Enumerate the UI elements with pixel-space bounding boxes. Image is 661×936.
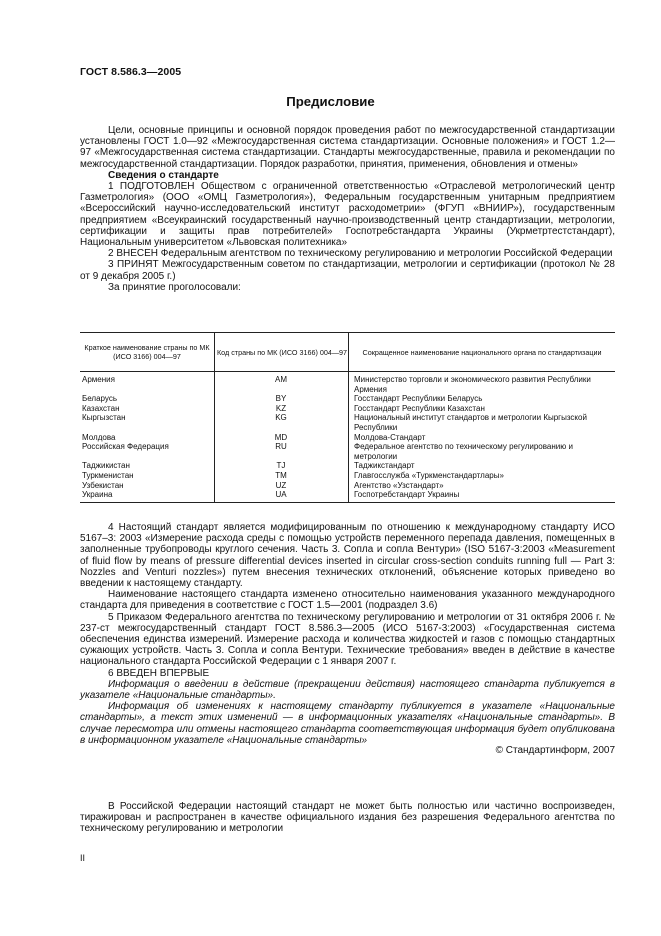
page-number: II [80, 853, 86, 863]
cell-body: Молдова-Стандарт [354, 432, 426, 442]
table-row [80, 404, 615, 414]
table-header [80, 332, 615, 372]
voting-table [80, 332, 615, 503]
header-country: Краткое наименование страны по МК (ИСО 3166) 004—97 [84, 343, 210, 361]
cell-country: Украина [82, 490, 113, 500]
table-row [80, 490, 615, 500]
header-code: Код страны по МК (ИСО 3166) 004—97 [214, 333, 349, 371]
cell-code: UZ [275, 480, 287, 490]
info-notice-1: Информация о введении в действие (прекращении действия) настоящего стандарта публикуется в указателе «Национальные стандарты». [80, 678, 615, 702]
cell-country: Таджикистан [82, 461, 130, 471]
copyright-line: © Стандартинформ, 2007 [495, 745, 615, 756]
cell-body: Госстандарт Республики Беларусь [354, 394, 483, 404]
cell-body: Госстандарт Республики Казахстан [354, 403, 485, 413]
item-6: 6 ВВЕДЕН ВПЕРВЫЕ [108, 667, 210, 679]
table-row [80, 461, 615, 471]
cell-country: Узбекистан [82, 480, 124, 490]
table-row [80, 481, 615, 491]
table-row [80, 442, 615, 461]
cell-country: Кыргызстан [82, 413, 126, 423]
rights-paragraph: В Российской Федерации настоящий стандарт не может быть полностью или частично воспроизведен, тиражирован и распространен в качестве официального издания без разрешения Федерального агентства по техническому регулированию и метрологии [80, 801, 615, 835]
cell-country: Беларусь [82, 394, 117, 404]
page-title: Предисловие [286, 94, 375, 109]
cell-code: KZ [275, 403, 287, 413]
cell-body: Агентство «Узстандарт» [354, 480, 444, 490]
cell-country: Туркменистан [82, 470, 134, 480]
cell-country: Российская Федерация [82, 442, 169, 452]
cell-code: TM [275, 470, 287, 480]
cell-code: TJ [276, 461, 286, 471]
cell-country: Молдова [82, 432, 116, 442]
table-row [80, 413, 615, 432]
cell-code: MD [274, 432, 288, 442]
cell-code: BY [275, 394, 287, 404]
item-3: 3 ПРИНЯТ Межгосударственным советом по стандартизации, метрологии и сертификации (протокол № 28 от 9 декабря 2005 г.) [80, 259, 615, 282]
voted-label: За принятие проголосовали: [108, 281, 241, 293]
cell-country: Армения [82, 375, 115, 384]
cell-body: Таджикстандарт [354, 461, 415, 471]
item-1: 1 ПОДГОТОВЛЕН Обществом с ограниченной ответственностью «Отраслевой метрологический центр Газметрология» (ООО «ОМЦ Газметрология»), Федеральным государственным унитарным предприятием «Всероссийский научно-исследовательский институт расходометрии» (ФГУП «ВНИИР»), государственным предприятием «Всеукраинский государственный научно-производственный центр стандартизации, метрологии, сертификации и защиты прав потребителей» Госпотребстандарта Украины (Укрметртестстандарт), Национальным университетом «Львовская политехника» [80, 181, 615, 249]
cell-code: UA [275, 490, 287, 500]
intro-paragraph: Цели, основные принципы и основной порядок проведения работ по межгосударственной стандартизации установлены ГОСТ 1.0—92 «Межгосударственная система стандартизации. Основные положения» и ГОСТ 1.2—97 «Межгосударственная система стандартизации. Стандарты межгосударственные, правила и рекомендации по межгосударственной стандартизации. Порядок разработки, принятия, применения, обновления и отмены» [80, 125, 615, 170]
cell-body: Федеральное агентство по техническому регулированию и метрологии [354, 442, 573, 461]
cell-code: RU [275, 442, 287, 452]
item-2: 2 ВНЕСЕН Федеральным агентством по техническому регулированию и метрологии Российской Федерации [108, 248, 613, 260]
cell-code: KG [275, 413, 287, 423]
cell-body: Главгосслужба «Туркменстандартлары» [354, 470, 504, 480]
cell-body: Госпотребстандарт Украины [354, 490, 460, 500]
item-5: 5 Приказом Федерального агентства по техническому регулированию и метрологии от 31 октября 2006 г. № 237-ст межгосударственный стандарт ГОСТ 8.586.3—2005 (ИСО 5167-3:2003) «Государственная система обеспечения единства измерений. Измерение расхода и количества жидкостей и газов с помощью стандартных сужающих устройств. Часть 3. Сопла и сопла Вентури. Технические требования» введен в действие в качестве национального стандарта Российской Федерации с 1 января 2007 г. [80, 611, 615, 668]
cell-code: AM [275, 375, 287, 384]
preface-block-top [80, 125, 615, 293]
table-body [80, 372, 615, 503]
cell-body: Министерство торговли и экономического развития Республики Армения [354, 375, 591, 394]
info-heading: Сведения о стандарте [108, 169, 219, 181]
table-row [80, 433, 615, 443]
table-row [80, 471, 615, 481]
document-header: ГОСТ 8.586.3—2005 [80, 66, 182, 78]
cell-country: Казахстан [82, 403, 120, 413]
cell-body: Национальный институт стандартов и метрологии Кыргызской Республики [354, 413, 587, 432]
item-4-note: Наименование настоящего стандарта изменено относительно наименования указанного международного стандарта для приведения в соответствие с ГОСТ 1.5—2001 (подраздел 3.6) [80, 589, 615, 612]
table-row [80, 394, 615, 404]
rights-block [80, 801, 615, 835]
info-notice-2: Информация об изменениях к настоящему стандарту публикуется в указателе «Национальные стандарты», а текст этих изменений — в информационных указателях «Национальные стандарты». В случае пересмотра или отмены настоящего стандарта соответствующая информация будет опубликована в информационном указателе «Национальные стандарты» [80, 701, 615, 746]
table-row [80, 375, 615, 394]
preface-block-bottom [80, 522, 615, 746]
header-body: Сокращенное наименование национального органа по стандартизации [348, 333, 615, 371]
item-4: 4 Настоящий стандарт является модифицированным по отношению к международному стандарту ИСО 5167–3: 2003 «Измерение расхода среды с помощью устройств переменного перепада давления, помещенных в заполненные трубопроводы круглого сечения. Часть 3. Сопла и сопла Вентури» (ISO 5167-3:2003 «Measurement of fluid flow by means of pressure differential devices inserted in circular cross-section conduits running full — Part 3: Nozzles and Venturi nozzles») путем внесения технических отклонений, объяснение которых приведено во введении к настоящему стандарту. [80, 522, 615, 590]
